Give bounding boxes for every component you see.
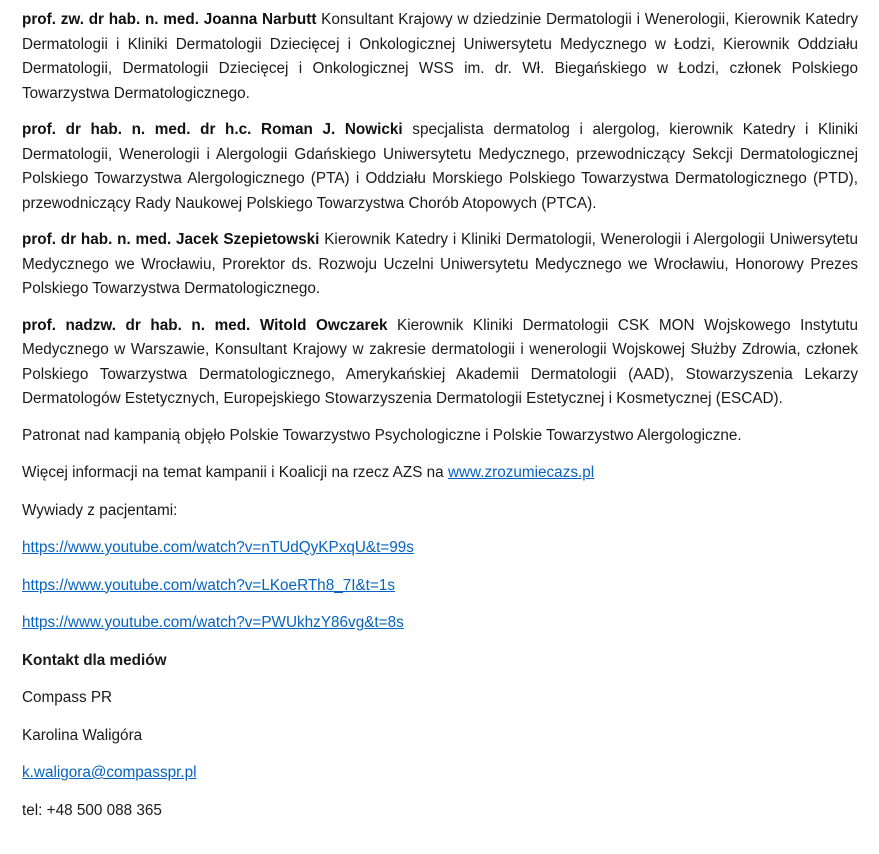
interview-link-2-row bbox=[22, 574, 858, 612]
contact-company: Compass PR bbox=[22, 689, 113, 706]
contact-email-link[interactable]: k.waligora@compasspr.pl bbox=[22, 764, 197, 781]
bio-description: Kierownik Kliniki Dermatologii CSK MON Wojskowego Instytutu Medycznego w Warszawie, Konsultant Krajowy w zakresie dermatologii i wenerologii Wojskowej Służby Zdrowia, członek Polskiego Towarzystwa Dermatologicznego, Amerykańskiej Akademii Dermatologii (AAD), Stowarzyszenia Lekarzy Dermatologów Estetycznych, Europejskiego Stowarzyszenia Dermatologii Estetycznej i Kosmetycznej (ESCAD). bbox=[22, 316, 858, 407]
bio-owczarek bbox=[22, 314, 858, 412]
interview-link-1-row bbox=[22, 536, 858, 574]
bio-szepietowski bbox=[22, 228, 858, 302]
bio-description: Kierownik Katedry i Kliniki Dermatologii, Wenerologii i Alergologii Uniwersytetu Medycznego we Wrocławiu, Prorektor ds. Rozwoju Uczelni Uniwersytetu Medycznego we Wrocławiu, Honorowy Prezes Polskiego Towarzystwa Dermatologicznego. bbox=[22, 231, 858, 297]
more-info-text: Więcej informacji na temat kampanii i Koalicji na rzecz AZS na bbox=[22, 464, 448, 481]
contact-phone: tel: +48 500 088 365 bbox=[22, 801, 162, 819]
interview-link-3[interactable]: https://www.youtube.com/watch?v=PWUkhzY86vg&t=8s bbox=[22, 614, 404, 631]
bio-name: prof. dr hab. n. med. dr h.c. Roman J. Nowicki bbox=[22, 121, 403, 138]
interview-link-1[interactable]: https://www.youtube.com/watch?v=nTUdQyKPxqU&t=99s bbox=[22, 539, 414, 556]
contact-email-row bbox=[22, 761, 858, 799]
contact-heading: Kontakt dla mediów bbox=[22, 651, 167, 669]
bio-description: specjalista dermatolog i alergolog, kierownik Katedry i Kliniki Dermatologii, Wenerologii i Alergologii Gdańskiego Uniwersytetu Medycznego, przewodniczący Sekcji Dermatologicznej Polskiego Towarzystwa Alergologicznego (PTA) i Oddziału Morskiego Polskiego Towarzystwa Dermatologicznego (PTD), przewodniczący Rady Naukowej Polskiego Towarzystwa Chorób Atopowych (PTCA). bbox=[22, 121, 859, 212]
bio-narbutt bbox=[22, 8, 858, 106]
bio-name: prof. dr hab. n. med. Jacek Szepietowski bbox=[22, 231, 320, 248]
patronage-text: Patronat nad kampanią objęło Polskie Towarzystwo Psychologiczne i Polskie Towarzystwo Alergologiczne. bbox=[22, 426, 742, 444]
bio-name: prof. nadzw. dr hab. n. med. Witold Owczarek bbox=[22, 316, 388, 334]
interview-link-2[interactable]: https://www.youtube.com/watch?v=LKoeRTh8_7I&t=1s bbox=[22, 576, 396, 594]
bio-description: Konsultant Krajowy w dziedzinie Dermatologii i Wenerologii, Kierownik Katedry Dermatologii i Kliniki Dermatologii Dziecięcej i Onkologicznej Uniwersytetu Medycznego w Łodzi, Kierownik Oddziału Dermatologii, Dermatologii Dziecięcej i Onkologicznej WSS im. dr. Wł. Biegańskiego w Łodzi, członek Polskiego Towarzystwa Dermatologicznego. bbox=[22, 11, 858, 102]
bio-nowicki bbox=[22, 118, 858, 216]
interviews-heading: Wywiady z pacjentami: bbox=[22, 501, 178, 519]
bio-name: prof. zw. dr hab. n. med. Joanna Narbutt bbox=[22, 11, 317, 28]
interview-link-3-row bbox=[22, 611, 858, 649]
campaign-website-link[interactable]: www.zrozumiecazs.pl bbox=[447, 464, 595, 481]
contact-person: Karolina Waligóra bbox=[22, 726, 143, 744]
more-info-paragraph bbox=[22, 461, 858, 499]
